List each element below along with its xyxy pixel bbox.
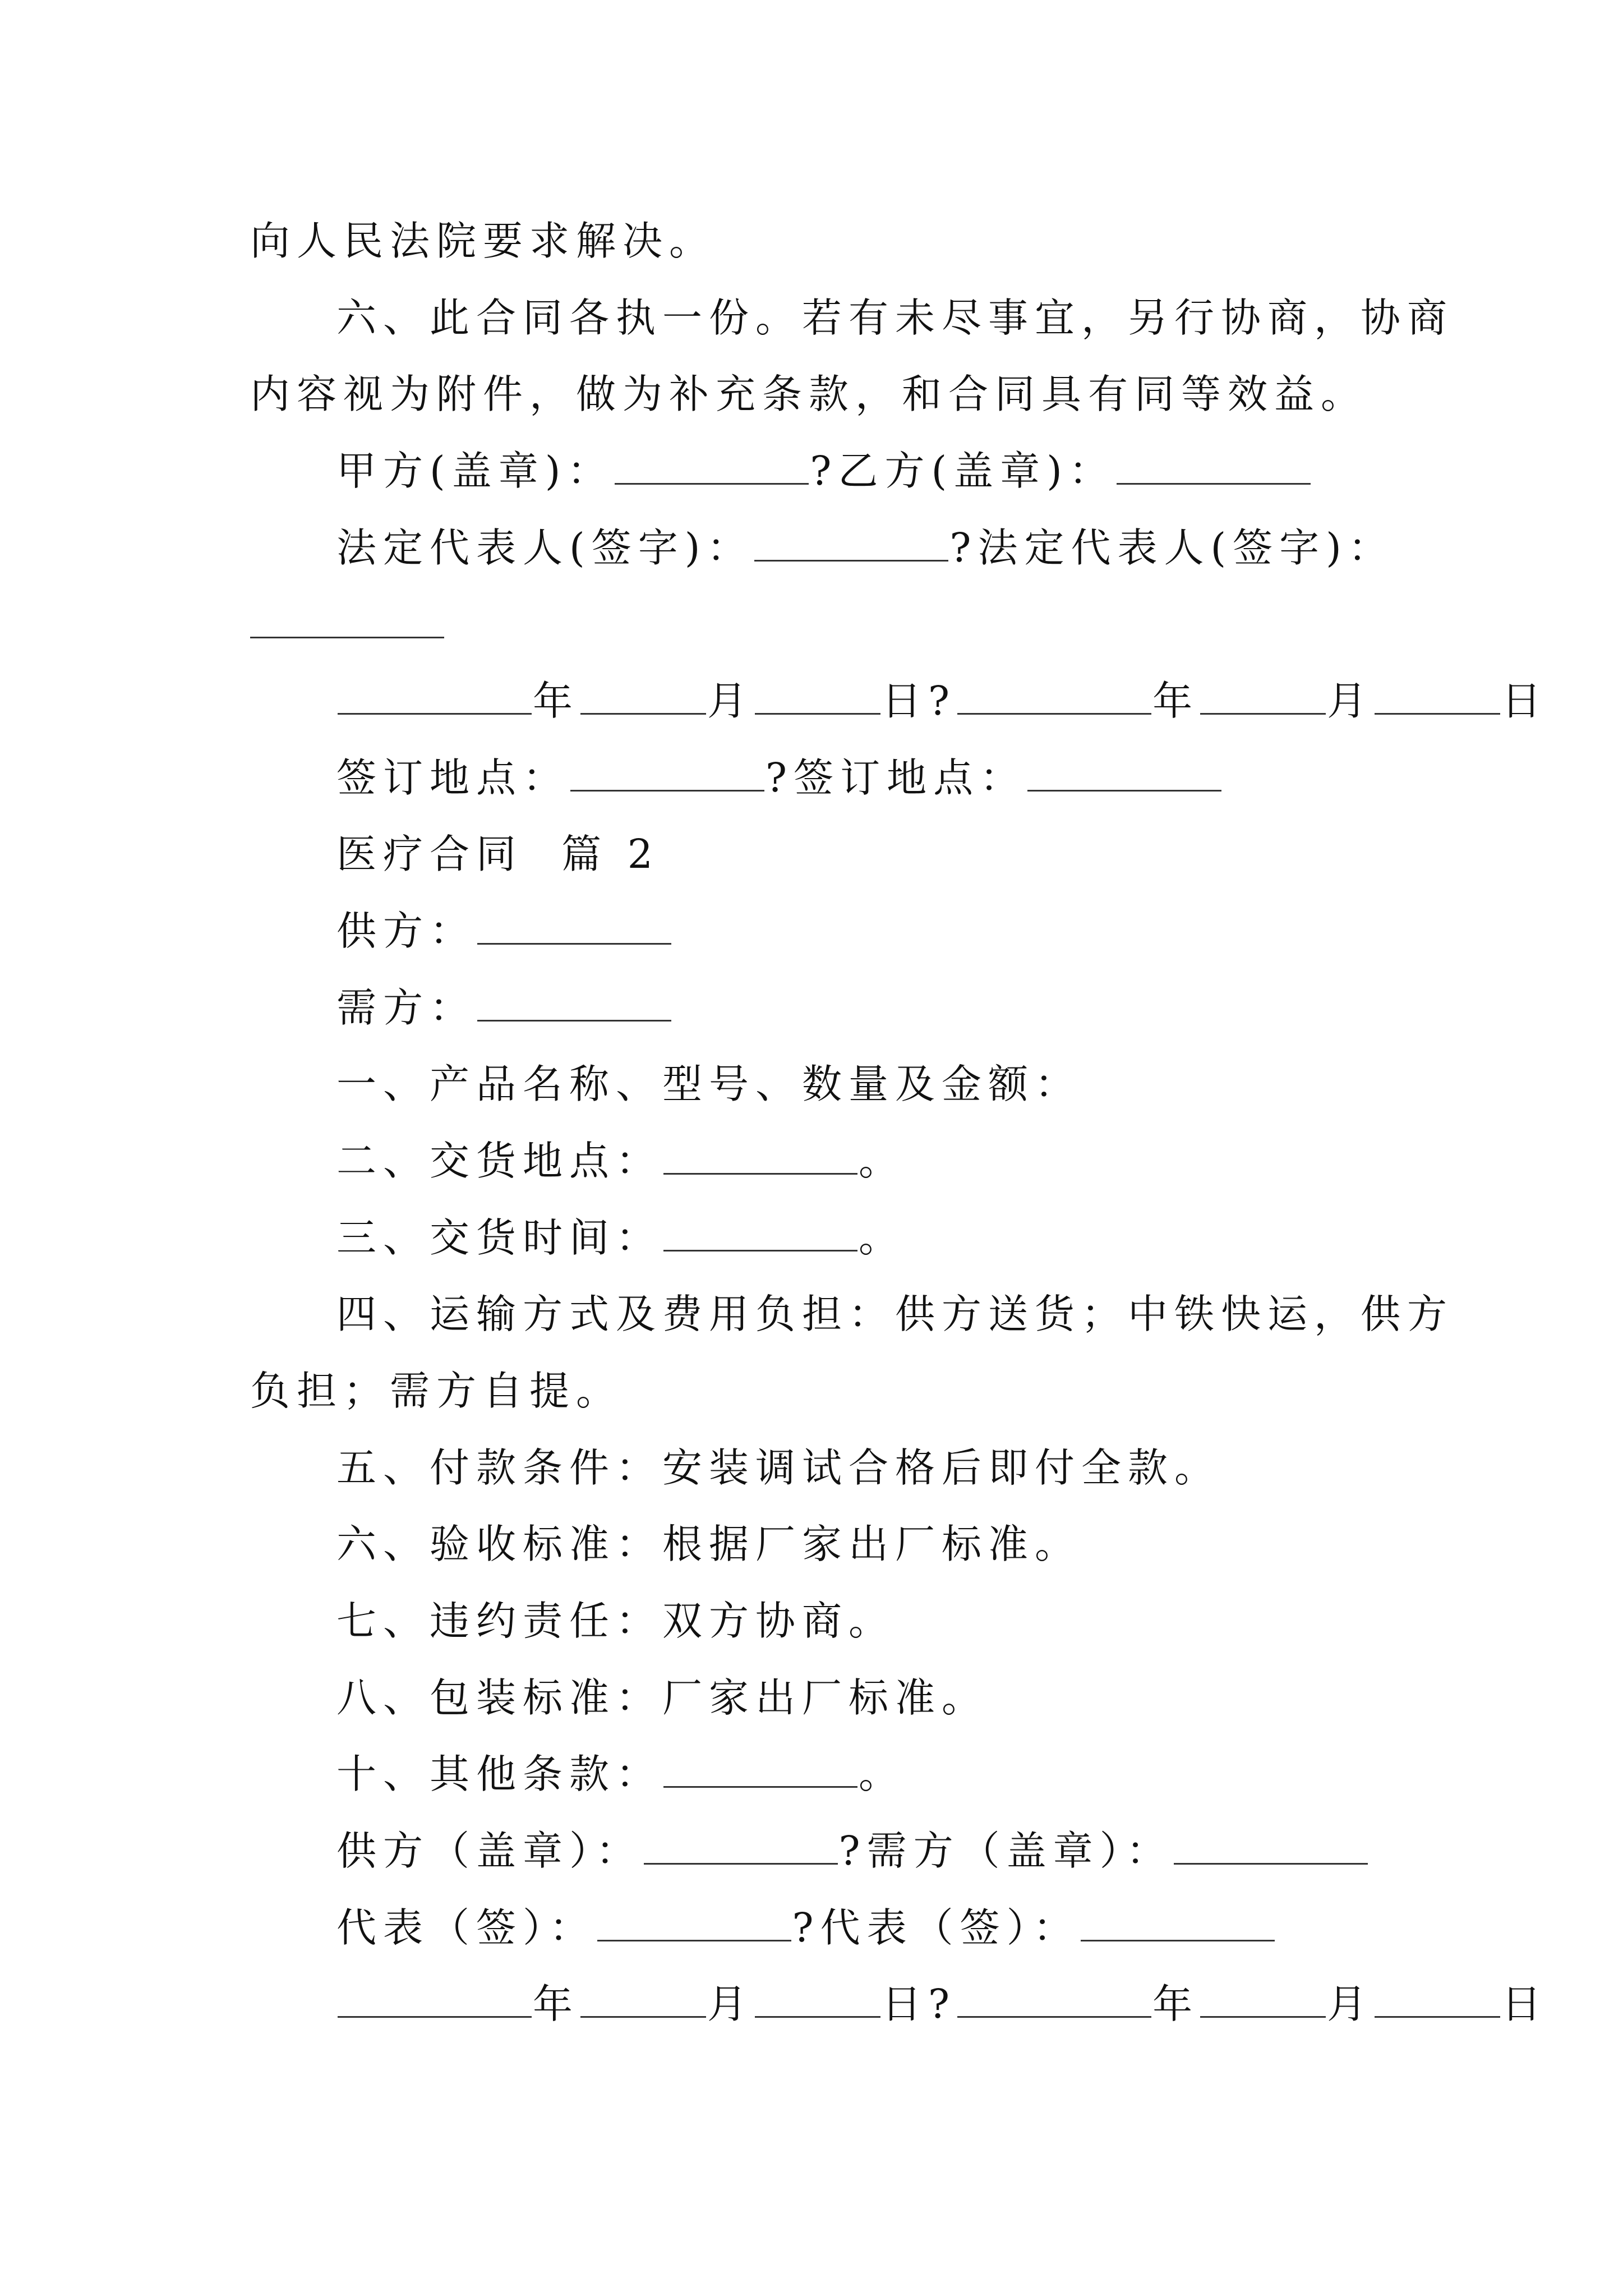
signature-line-representative (336, 514, 1395, 582)
paragraph-line (250, 361, 1367, 428)
text: 四、运输方式及费用负担：供方送货；中铁快运，供方 (336, 1291, 1454, 1337)
blank-field (663, 1139, 857, 1175)
clause-line (336, 1511, 1081, 1578)
blank-field (338, 679, 532, 715)
text: 需方： (336, 984, 477, 1031)
text: ?需方（盖章）： (838, 1828, 1173, 1874)
text: 供方： (336, 908, 477, 954)
text: 年 (1152, 1981, 1200, 2027)
text: 日 (1501, 1981, 1548, 2027)
blank-field (570, 756, 764, 792)
blank-field (477, 909, 671, 945)
text: 日 (1501, 678, 1548, 724)
blank-field (957, 1982, 1151, 2018)
clause-line (336, 1588, 895, 1655)
text: ?法定代表人(签字)： (949, 524, 1395, 571)
text: 年 (533, 678, 580, 724)
text: 。 (859, 1214, 906, 1261)
blank-field (1375, 1982, 1500, 2018)
date-line (336, 1971, 1548, 2038)
text: 供方（盖章）： (336, 1828, 643, 1874)
text: 日? (882, 678, 957, 724)
clause-line (336, 1281, 1454, 1348)
text: 年 (533, 1981, 580, 2027)
blank-field (1117, 449, 1311, 485)
clause-line (336, 1051, 1081, 1118)
text: 三、交货时间： (336, 1214, 663, 1261)
text: 代表（签）： (336, 1904, 596, 1951)
blank-field (338, 1982, 532, 2018)
supplier-line (336, 898, 672, 965)
text: 二、交货地点： (336, 1138, 663, 1184)
text: 十、其他条款： (336, 1751, 663, 1797)
text: ?乙方(盖章)： (810, 448, 1115, 494)
blank-field (663, 1752, 857, 1788)
clause-line (336, 1128, 905, 1195)
text: 五、付款条件：安装调试合格后即付全款。 (336, 1444, 1221, 1491)
blank-field (754, 526, 948, 562)
section-title (336, 821, 660, 888)
representative-line (336, 1894, 1276, 1962)
seal-line (336, 1818, 1369, 1885)
text: 月 (707, 678, 754, 724)
blank-field (663, 1216, 857, 1251)
blank-field (1200, 679, 1326, 715)
buyer-line (336, 974, 672, 1042)
text: 。 (859, 1138, 906, 1184)
clause-line (336, 1741, 905, 1808)
clause-line (336, 1434, 1221, 1502)
text: 七、违约责任：双方协商。 (336, 1598, 896, 1644)
text: 月 (1327, 678, 1374, 724)
text: 法定代表人(签字)： (336, 524, 754, 571)
blank-field (580, 1982, 706, 2018)
blank-field (615, 449, 809, 485)
blank-field (250, 637, 444, 638)
paragraph-line (250, 208, 716, 275)
blank-field (1027, 756, 1221, 792)
blank-field (597, 1906, 791, 1941)
text: ?签订地点： (766, 754, 1027, 801)
text: 年 (1152, 678, 1200, 724)
paragraph-line (336, 284, 1454, 352)
blank-field (1174, 1829, 1368, 1865)
clause-line (250, 1358, 623, 1425)
text: 六、此合同各执一份。若有未尽事宜，另行协商，协商 (336, 295, 1454, 341)
blank-field (580, 679, 706, 715)
date-line (336, 668, 1548, 735)
blank-field (755, 1982, 880, 2018)
text: 医疗合同 篇 2 (336, 831, 660, 877)
text: 一、产品名称、型号、数量及金额： (336, 1061, 1082, 1107)
blank-field (477, 986, 671, 1022)
text: 负担；需方自提。 (250, 1368, 623, 1414)
text: 签订地点： (336, 754, 570, 801)
clause-line (336, 1204, 905, 1272)
place-line (336, 744, 1223, 812)
blank-field (957, 679, 1151, 715)
blank-field (1081, 1906, 1275, 1941)
text: 内容视为附件，做为补充条款，和合同具有同等效益。 (250, 371, 1368, 417)
blank-field (1375, 679, 1500, 715)
blank-field (644, 1829, 838, 1865)
text: 六、验收标准：根据厂家出厂标准。 (336, 1521, 1082, 1567)
text: 甲方(盖章)： (336, 448, 614, 494)
text: 。 (859, 1751, 906, 1797)
text: ?代表（签）： (792, 1904, 1080, 1951)
signature-line-party (336, 438, 1312, 505)
text: 八、包装标准：厂家出厂标准。 (336, 1674, 989, 1721)
text: 日? (882, 1981, 957, 2027)
blank-field (755, 679, 880, 715)
text: 月 (1327, 1981, 1374, 2027)
text: 月 (707, 1981, 754, 2027)
blank-field (1200, 1982, 1326, 2018)
clause-line (336, 1664, 988, 1732)
text: 向人民法院要求解决。 (250, 218, 716, 264)
